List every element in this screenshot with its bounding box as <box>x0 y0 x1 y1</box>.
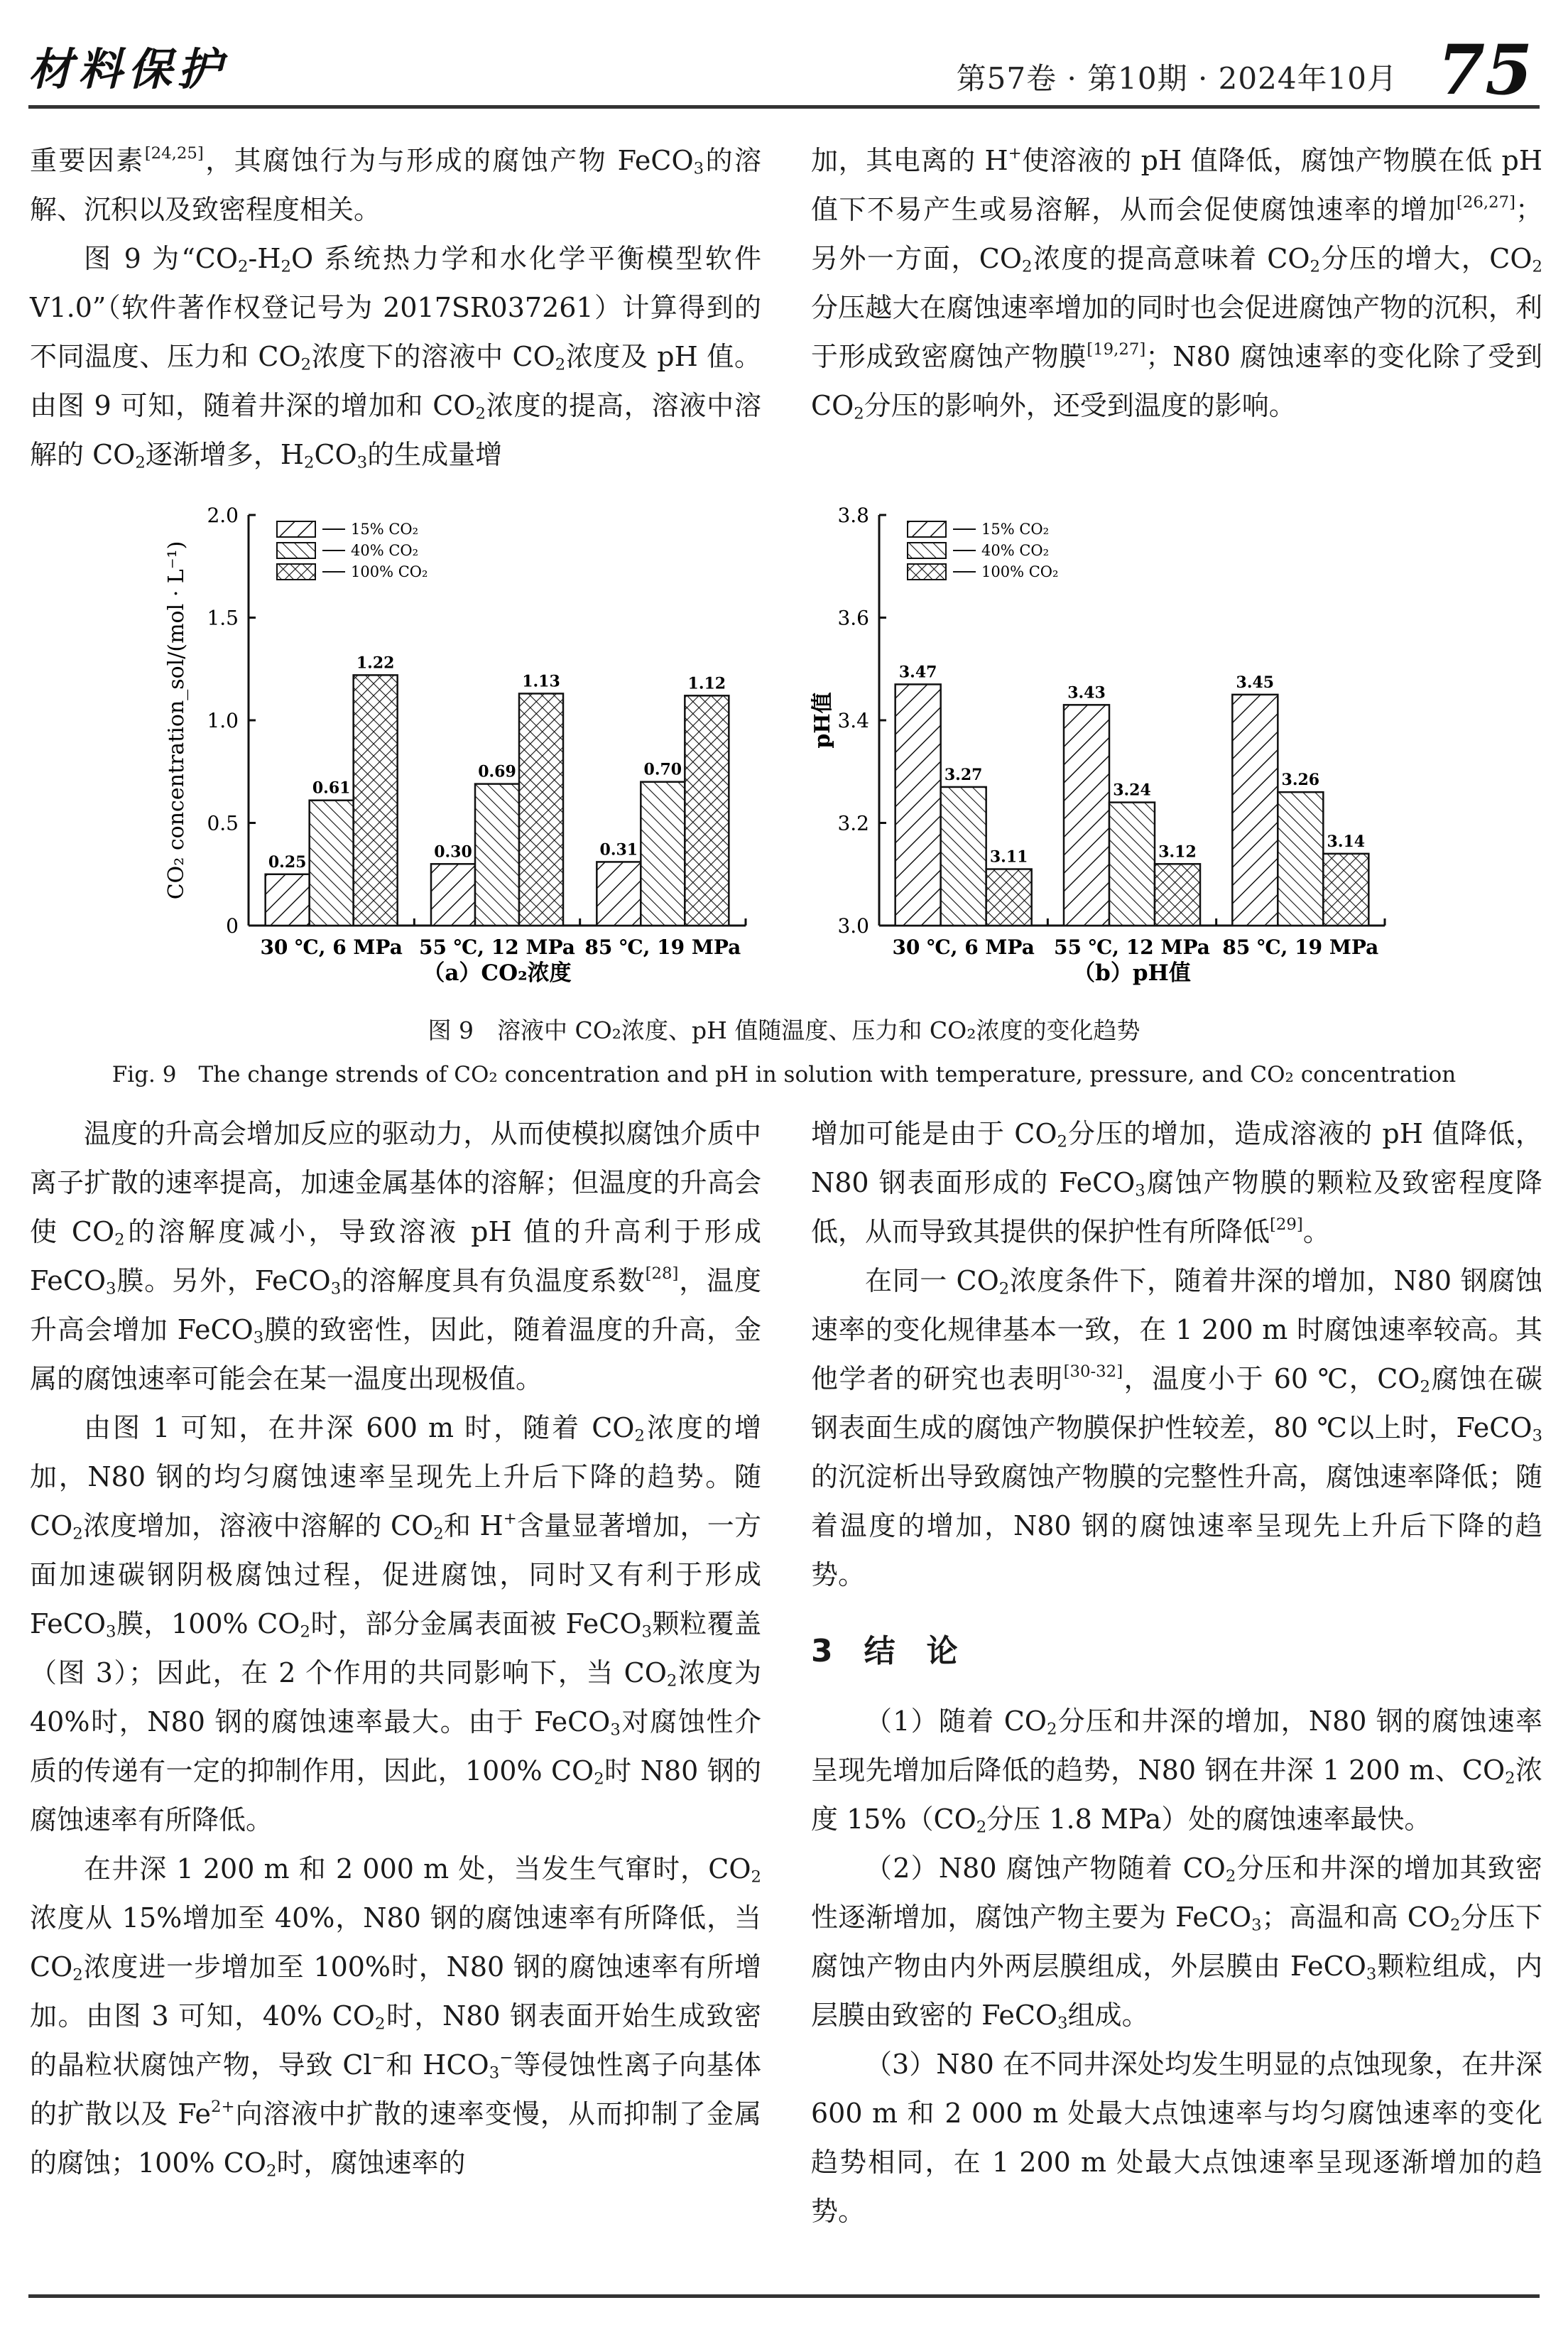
bar <box>519 693 563 926</box>
bar <box>1109 803 1155 926</box>
figure-caption-en: Fig. 9 The change strends of CO₂ concentration and pH in solution with temperature, pressure, and CO₂ concentration <box>111 1062 1457 1088</box>
data-label: 1.22 <box>356 653 395 673</box>
panel-label: （b）pH值 <box>1073 960 1191 986</box>
paragraph: 在井深 1 200 m 和 2 000 m 处，当发生气窜时，$CO_2$浓度从 15%增加至 40%，N80 钢的腐蚀速率有所降低，当 $CO_2$浓度进一步增加至 100%时，N80 钢的腐蚀速率有所增加。由图 3 可知，40% $CO_2$时，N80 钢表面开始生成致密的晶粒状腐蚀产物，导致 Cl−和 $HCO_3^-$等侵蚀性离子向基体的扩散以及 $Fe^{2+}$向溶液中扩散的速率变慢，从而抑制了金属的腐蚀；100% $CO_2$时，腐蚀速率的 <box>30 1853 761 2181</box>
y-tick-label: 3.6 <box>837 606 869 630</box>
y-tick-label: 2.0 <box>207 504 239 527</box>
paragraph: （1）随着 $CO_2$分压和井深的增加，N80 钢的腐蚀速率呈现先增加后降低的趋势，N80 钢在井深 1 200 m、$CO_2$浓度 $15\%(CO_2$分压 1.8 MPa）处的腐蚀速率最快。 <box>811 1705 1542 1837</box>
legend-label: 15% CO₂ <box>981 521 1050 538</box>
legend-label: 100% CO₂ <box>351 563 428 580</box>
paragraph: （2）N80 腐蚀产物随着 $CO_2$分压和井深的增加其致密性逐渐增加，腐蚀产物主要为 FeCO$_3$；高温和高 $CO_2$分压下腐蚀产物由内外两层膜组成，外层膜由 FeCO$_3$颗粒组成，内层膜由致密的 FeCO$_3$组成。 <box>811 1853 1542 2033</box>
paragraph: 在同一 $CO_2$浓度条件下，随着井深的增加，N80 钢腐蚀速率的变化规律基本一致，在 1 200 m 时腐蚀速率较高。其他学者的研究也表明[30-32]，温度小于 60 ℃，$CO_2$腐蚀在碳钢表面生成的腐蚀产物膜保护性较差，80 ℃以上时，FeCO$_3$的沉淀析出导致腐蚀产物膜的完整性升高，腐蚀速率降低；随着温度的增加，N80 钢的腐蚀速率呈现先上升后下降的趋势。 <box>811 1265 1542 1590</box>
paragraph: 由图 1 可知，在井深 600 m 时，随着 $CO_2$浓度的增加，N80 钢的均匀腐蚀速率呈现先上升后下降的趋势。随 $CO_2$浓度增加，溶液中溶解的 $CO_2$和 H+含量显著增加，一方面加速碳钢阴极腐蚀过程，促进腐蚀，同时又有利于形成 FeCO$_3$膜，100% $CO_2$时，部分金属表面被 FeCO$_3$颗粒覆盖（图 3）；因此，在 2 个作用的共同影响下，当 $CO_2$浓度为 40%时，N80 钢的腐蚀速率最大。由于 FeCO$_3$对腐蚀性介质的传递有一定的抑制作用，因此，100% $CO_2$时 N80 钢的腐蚀速率有所降低。 <box>30 1412 762 1835</box>
left-column-bottom <box>30 1110 761 2188</box>
legend-swatch <box>908 521 946 537</box>
legend-label: 15% CO₂ <box>351 521 419 538</box>
y-tick-label: 0.5 <box>207 811 239 835</box>
y-tick-label: 1.5 <box>207 606 239 630</box>
data-label: 3.45 <box>1236 673 1275 692</box>
paragraph: 温度的升高会增加反应的驱动力，从而使模拟腐蚀介质中离子扩散的速率提高，加速金属基体的溶解；但温度的升高会使 $CO_2$的溶解度减小，导致溶液 pH 值的升高利于形成 FeCO$_3$膜。另外，FeCO$_3$的溶解度具有负温度系数[28]，温度升高会增加 FeCO$_3$膜的致密性，因此，随着温度的升高，金属的腐蚀速率可能会在某一温度出现极值。 <box>30 1118 761 1394</box>
bar <box>1155 864 1200 926</box>
header-rule <box>28 105 1540 109</box>
data-label: 3.43 <box>1067 683 1106 703</box>
x-tick-label: 85 ℃, 19 MPa <box>1222 935 1379 959</box>
paragraph: 增加可能是由于 $CO_2$分压的增加，造成溶液的 pH 值降低，N80 钢表面形成的 FeCO$_3$腐蚀产物膜的颗粒及致密程度降低，从而导致其提供的保护性有所降低[29]。 <box>811 1118 1542 1247</box>
x-tick-label: 30 ℃, 6 MPa <box>892 935 1035 959</box>
legend-swatch <box>277 564 315 580</box>
section-heading: 3 结 论 <box>811 1633 958 1669</box>
footer-rule <box>28 2294 1540 2298</box>
chart-panel-b <box>810 504 1385 986</box>
legend-swatch <box>908 564 946 580</box>
bar <box>475 784 519 926</box>
x-tick-label: 85 ℃, 19 MPa <box>584 935 741 959</box>
bar <box>1232 695 1278 926</box>
data-label: 1.12 <box>687 674 726 693</box>
x-tick-label: 55 ℃, 12 MPa <box>1054 935 1210 959</box>
data-label: 0.30 <box>434 842 472 862</box>
bar <box>641 782 685 926</box>
bar <box>1278 792 1323 926</box>
legend-swatch <box>277 521 315 537</box>
bar <box>1323 854 1368 926</box>
legend-label: 100% CO₂ <box>981 563 1059 580</box>
data-label: 0.69 <box>478 762 516 781</box>
paragraph: （3）N80 在不同井深处均发生明显的点蚀现象，在井深 600 m 和 2 000 m 处最大点蚀速率与均匀腐蚀速率的变化趋势相同，在 1 200 m 处最大点蚀速率呈现逐渐增加的趋势。 <box>811 2049 1542 2227</box>
y-axis-label: CO₂ concentration_sol/(mol · L⁻¹) <box>164 541 189 900</box>
bar <box>941 787 986 926</box>
bar <box>685 695 729 926</box>
x-tick-label: 30 ℃, 6 MPa <box>260 935 403 959</box>
legend-swatch <box>277 543 315 558</box>
paragraph: 图 9 为“$CO_2-H_2O$ 系统热力学和水化学平衡模型软件 V1.0”（软件著作权登记号为 2017SR037261）计算得到的不同温度、压力和 $CO_2$浓度下的溶液中 $CO_2$浓度及 pH 值。由图 9 可知，随着井深的增加和 $CO_2$浓度的提高，溶液中溶解的 $CO_2$逐渐增多，$H_2CO_3$的生成量增 <box>30 243 761 472</box>
data-label: 0.61 <box>312 779 351 798</box>
data-label: 3.47 <box>898 663 937 682</box>
figure-9 <box>0 490 1568 1002</box>
y-tick-label: 3.8 <box>837 504 869 527</box>
left-column-top <box>30 136 761 479</box>
right-column-top <box>811 136 1542 430</box>
y-tick-label: 3.2 <box>837 811 869 835</box>
legend-swatch <box>908 543 946 558</box>
data-label: 0.25 <box>268 852 307 872</box>
bar <box>895 684 941 926</box>
bar <box>431 864 475 926</box>
bar <box>310 801 354 926</box>
right-column-bottom <box>811 1110 1542 2236</box>
panel-label: （a）CO₂浓度 <box>423 960 572 986</box>
figure-caption-cn: 图 9 溶液中 CO₂浓度、pH 值随温度、压力和 CO₂浓度的变化趋势 <box>428 1016 1140 1044</box>
data-label: 3.26 <box>1281 771 1320 790</box>
issue-info: 第57卷 · 第10期 · 2024年10月 <box>956 61 1398 96</box>
bar <box>986 869 1032 926</box>
y-tick-label: 3.0 <box>837 914 869 938</box>
data-label: 0.31 <box>599 840 638 859</box>
data-label: 3.11 <box>989 847 1028 867</box>
data-label: 1.13 <box>522 672 560 691</box>
bar <box>597 862 641 926</box>
bar <box>1064 705 1109 926</box>
data-label: 3.27 <box>944 765 983 784</box>
paragraph: 加，其电离的 H+使溶液的 pH 值降低，腐蚀产物膜在低 pH 值下不易产生或易溶解，从而会促使腐蚀速率的增加[26,27]；另外一方面，$CO_2$浓度的提高意味着 $CO_2$分压的增大，$CO_2$分压越大在腐蚀速率增加的同时也会促进腐蚀产物的沉积，利于形成致密腐蚀产物膜[19,27]；N80 腐蚀速率的变化除了受到 $CO_2$分压的影响外，还受到温度的影响。 <box>811 144 1543 423</box>
legend-label: 40% CO₂ <box>351 542 419 559</box>
legend-label: 40% CO₂ <box>981 542 1050 559</box>
data-label: 3.14 <box>1327 832 1366 851</box>
chart-panel-a <box>164 504 746 986</box>
journal-logo: 材料保护 <box>28 43 228 95</box>
x-tick-label: 55 ℃, 12 MPa <box>419 935 575 959</box>
data-label: 0.70 <box>643 760 682 779</box>
y-tick-label: 3.4 <box>837 709 869 732</box>
page-header <box>28 24 1532 110</box>
page-number: 75 <box>1437 30 1532 110</box>
bar <box>354 675 398 926</box>
paragraph: 重要因素[24,25]，其腐蚀行为与形成的腐蚀产物 FeCO$_3$的溶解、沉积以及致密程度相关。 <box>30 144 761 225</box>
data-label: 3.12 <box>1158 842 1197 862</box>
bar <box>266 874 310 926</box>
data-label: 3.24 <box>1113 781 1151 800</box>
y-axis-label: pH值 <box>810 692 835 749</box>
y-tick-label: 1.0 <box>207 709 239 732</box>
y-tick-label: 0 <box>226 914 239 938</box>
